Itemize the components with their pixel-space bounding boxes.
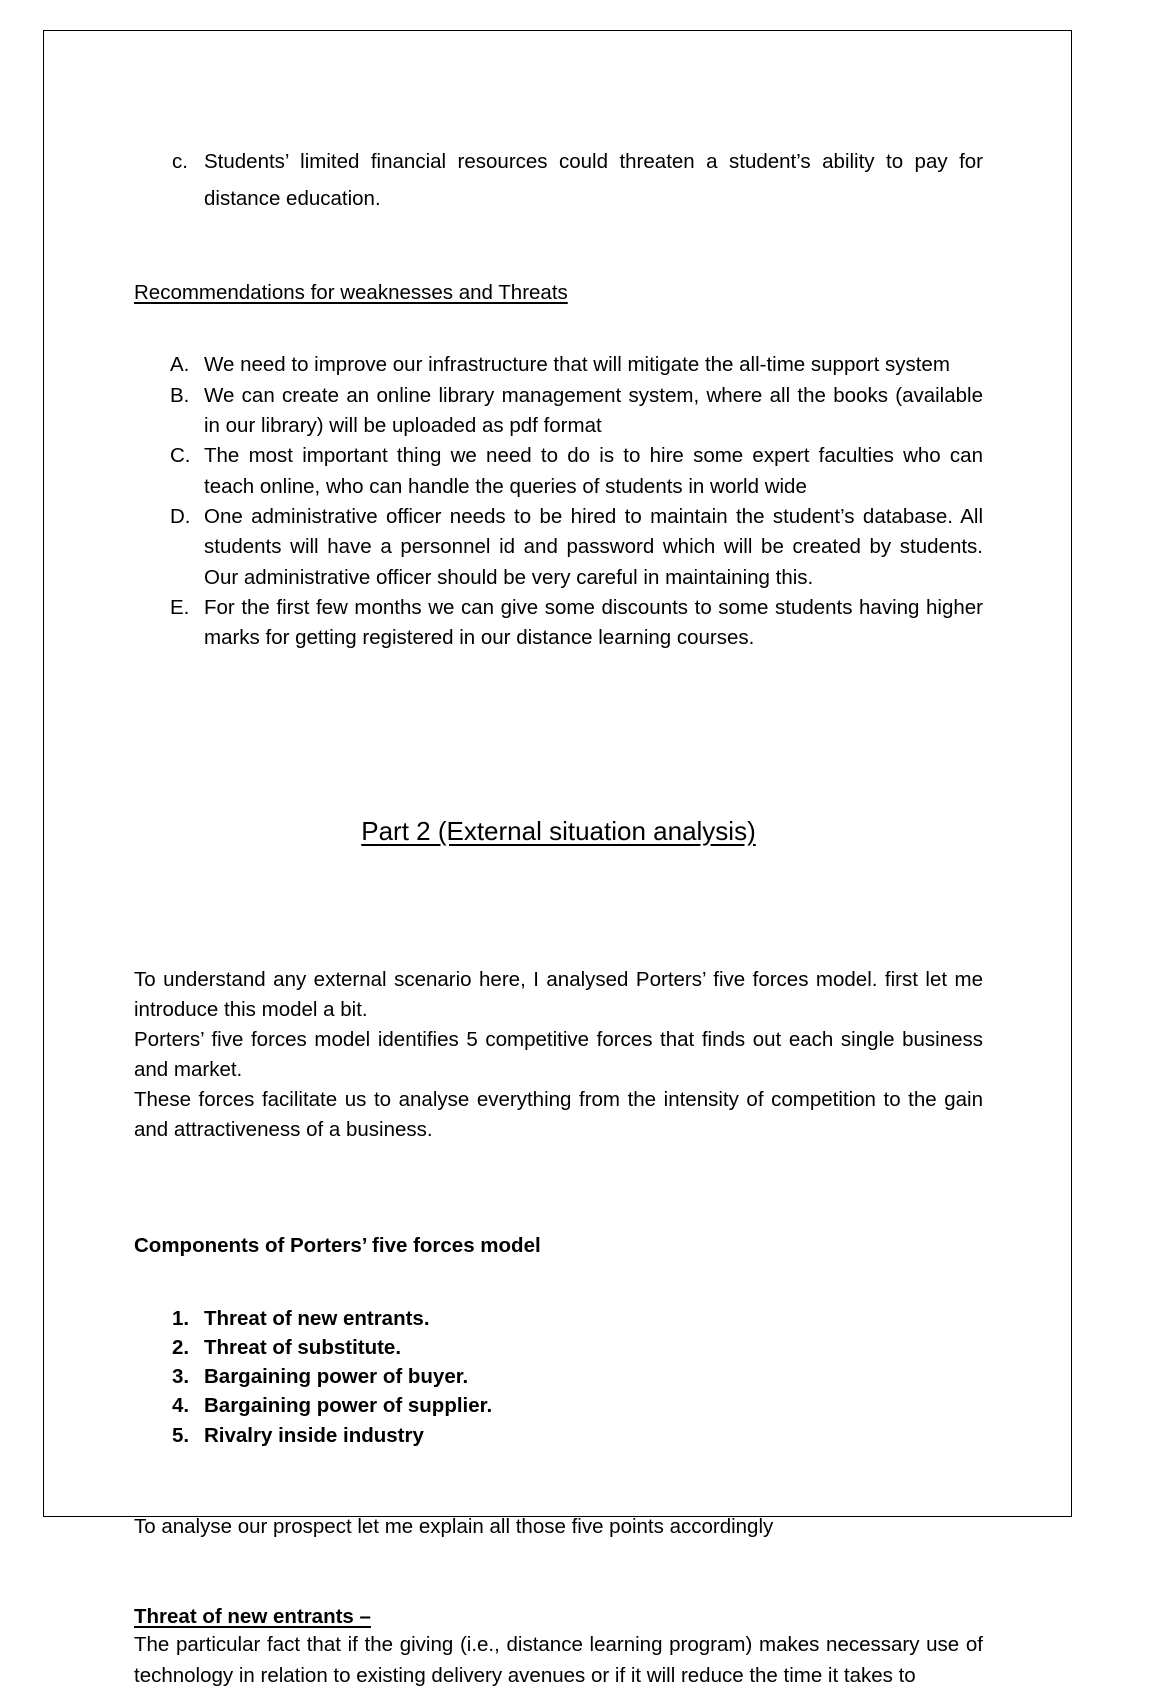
- list-item-text: We can create an online library management system, where all the books (available in our library) will be uploaded as pdf format: [204, 383, 983, 437]
- list-item-text: Bargaining power of buyer.: [204, 1365, 469, 1389]
- list-item: [134, 1362, 983, 1391]
- list-item: [134, 1333, 983, 1362]
- spacer: [134, 218, 983, 280]
- intro-paragraph-3: These forces facilitate us to analyse everything from the intensity of competition to the gain and attractiveness of a business.: [134, 1088, 983, 1142]
- spacer: [134, 847, 983, 965]
- components-heading: Components of Porters’ five forces model: [134, 1234, 541, 1258]
- spacer: [134, 1542, 983, 1604]
- list-item-text: Threat of substitute.: [204, 1336, 402, 1360]
- list-item-text: The most important thing we need to do is to hire some expert faculties who can teach online, who can handle the queries of students in world wide: [204, 444, 983, 498]
- table-row: [134, 593, 983, 654]
- table-row: [134, 502, 983, 593]
- list-marker: c.: [172, 150, 188, 173]
- spacer: [134, 1145, 983, 1233]
- list-marker: D.: [170, 504, 191, 528]
- table-row: [134, 350, 983, 380]
- page-title: Part 2 (External situation analysis): [361, 815, 756, 846]
- spacer: [134, 1450, 983, 1512]
- recommendations-heading: Recommendations for weaknesses and Threats: [134, 280, 568, 304]
- components-list: [134, 1304, 983, 1450]
- continued-list: [134, 143, 983, 218]
- spacer: [134, 306, 983, 350]
- list-marker: 4.: [172, 1394, 190, 1418]
- spacer: [134, 654, 983, 772]
- document-content: [134, 143, 983, 1691]
- page-border-frame: [43, 30, 1072, 1687]
- list-marker: B.: [170, 383, 190, 407]
- intro-paragraph-1: To understand any external scenario here, I analysed Porters’ five forces model. first let me introduce this model a bit.: [134, 967, 983, 1021]
- recommendations-list: [134, 350, 983, 653]
- list-marker: 1.: [172, 1307, 190, 1331]
- list-item: [134, 1304, 983, 1333]
- list-item-text: Rivalry inside industry: [204, 1423, 424, 1447]
- list-marker: C.: [170, 444, 191, 468]
- list-item-text: For the first few months we can give some discounts to some students having higher marks for getting registered in our distance learning courses.: [204, 595, 983, 650]
- list-item-text: Bargaining power of supplier.: [204, 1394, 493, 1418]
- list-marker: 5.: [172, 1423, 190, 1447]
- list-marker: E.: [170, 595, 190, 619]
- list-marker: A.: [170, 353, 190, 377]
- list-marker: 3.: [172, 1365, 190, 1389]
- list-item: [134, 1421, 983, 1450]
- spacer: [134, 772, 983, 816]
- list-item-text: Threat of new entrants.: [204, 1307, 430, 1331]
- subsection-heading: Threat of new entrants –: [134, 1604, 371, 1628]
- list-item-text: One administrative officer needs to be hired to maintain the student’s database. All students will have a personnel id and password which will be created by students. Our administrative officer should be very careful in maintaining this.: [204, 504, 983, 589]
- transition-line: To analyse our prospect let me explain all those five points accordingly: [134, 1514, 774, 1538]
- subsection-body: The particular fact that if the giving (i.e., distance learning program) makes necessary use of technology in relation to existing delivery avenues or if it will reduce the time it takes to: [134, 1633, 983, 1687]
- intro-paragraph-2: Porters’ five forces model identifies 5 competitive forces that finds out each single business and market.: [134, 1027, 983, 1082]
- table-row: [134, 441, 983, 502]
- spacer: [134, 1260, 983, 1304]
- list-item-text: Students’ limited financial resources could threaten a student’s ability to pay for distance education.: [204, 150, 983, 211]
- list-item: [134, 1391, 983, 1420]
- list-item-text: We need to improve our infrastructure that will mitigate the all-time support system: [204, 353, 950, 377]
- list-marker: 2.: [172, 1336, 190, 1360]
- list-item: [134, 143, 983, 218]
- table-row: [134, 381, 983, 442]
